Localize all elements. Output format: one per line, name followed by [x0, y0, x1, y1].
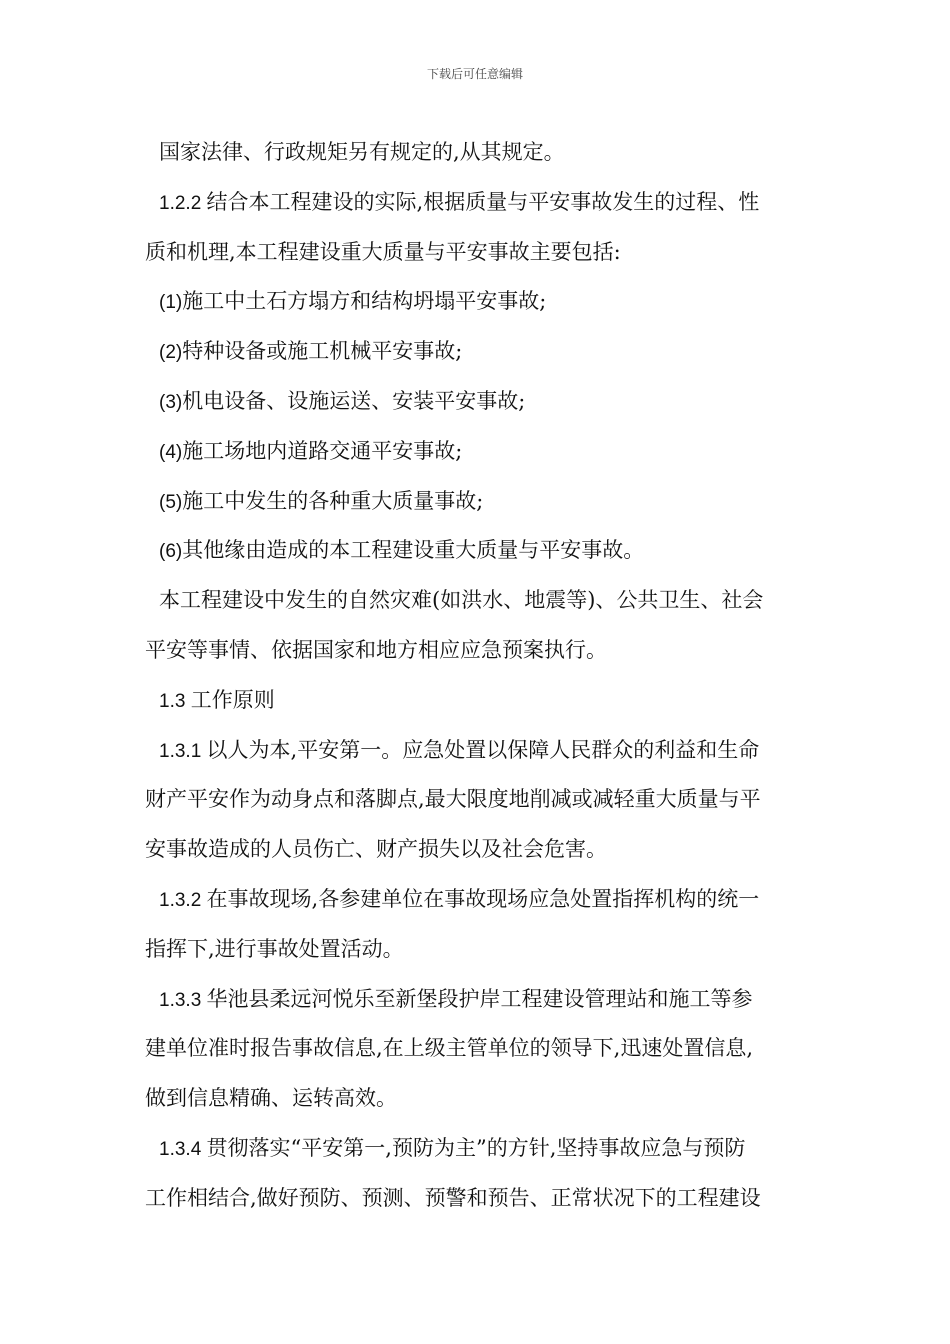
section-number: 1.3.4 — [159, 1138, 207, 1160]
text-line — [145, 377, 815, 427]
section-number: (3) — [159, 391, 183, 413]
document-body — [145, 128, 815, 1224]
text-line — [145, 676, 815, 726]
text-line — [145, 626, 815, 676]
section-number: (4) — [159, 441, 183, 463]
text-line — [145, 775, 815, 825]
text-line — [145, 1074, 815, 1124]
line-text: 安事故造成的人员伤亡、财产损失以及社会危害。 — [145, 837, 607, 862]
section-number: (5) — [159, 491, 183, 513]
line-text: 施工中土石方塌方和结构坍塌平安事故; — [182, 289, 547, 314]
section-number: 1.3.2 — [159, 889, 207, 911]
section-number: 1.2.2 — [159, 192, 207, 214]
section-number: 1.3 — [159, 690, 191, 712]
line-text: 建单位准时报告事故信息,在上级主管单位的领导下,迅速处置信息, — [145, 1036, 754, 1061]
text-line — [145, 1124, 815, 1174]
line-text: 机电设备、设施运送、安装平安事故; — [182, 388, 526, 413]
line-text: 华池县柔远河悦乐至新堡段护岸工程建设管理站和施工等参 — [206, 986, 753, 1011]
section-number: (2) — [159, 342, 183, 364]
text-line — [145, 1174, 815, 1224]
line-text: 施工场地内道路交通平安事故; — [182, 438, 463, 463]
text-line — [145, 327, 815, 377]
text-line — [145, 277, 815, 327]
text-line — [145, 427, 815, 477]
text-line — [145, 477, 815, 527]
line-text: 贯彻落实“平安第一,预防为主”的方针,坚持事故应急与预防 — [206, 1135, 746, 1160]
text-line — [145, 925, 815, 975]
line-text: 工作原则 — [190, 687, 275, 712]
line-text: 以人为本,平安第一。应急处置以保障人民群众的利益和生命 — [206, 737, 760, 762]
line-text: 施工中发生的各种重大质量事故; — [182, 488, 484, 513]
section-number: 1.3.1 — [159, 740, 207, 762]
text-line — [145, 1024, 815, 1074]
text-line — [145, 526, 815, 576]
section-number: 1.3.3 — [159, 989, 207, 1011]
text-line — [145, 726, 815, 776]
line-text: 做到信息精确、运转高效。 — [145, 1086, 397, 1111]
text-line — [145, 875, 815, 925]
page-header: 下载后可任意编辑 — [426, 67, 523, 81]
line-text: 结合本工程建设的实际,根据质量与平安事故发生的过程、性 — [206, 189, 760, 214]
line-text: 质和机理,本工程建设重大质量与平安事故主要包括: — [145, 239, 621, 264]
line-text: 在事故现场,各参建单位在事故现场应急处置指挥机构的统一 — [206, 886, 760, 911]
line-text: 财产平安作为动身点和落脚点,最大限度地削减或减轻重大质量与平 — [145, 787, 761, 812]
line-text: 特种设备或施工机械平安事故; — [182, 339, 463, 364]
line-text: 平安等事情、依据国家和地方相应应急预案执行。 — [145, 637, 607, 662]
text-line — [145, 128, 815, 178]
text-line — [145, 178, 815, 228]
section-number: (1) — [159, 292, 183, 314]
line-text: 工作相结合,做好预防、预测、预警和预告、正常状况下的工程建设 — [145, 1185, 761, 1210]
text-line — [145, 975, 815, 1025]
section-number: (6) — [159, 541, 183, 563]
line-text: 指挥下,进行事故处置活动。 — [145, 936, 404, 961]
text-line — [145, 825, 815, 875]
line-text: 国家法律、行政规矩另有规定的,从其规定。 — [159, 140, 565, 164]
text-line — [145, 228, 815, 278]
text-line — [145, 576, 815, 626]
line-text: 其他缘由造成的本工程建设重大质量与平安事故。 — [182, 538, 645, 563]
line-text: 本工程建设中发生的自然灾难(如洪水、地震等)、公共卫生、社会 — [159, 588, 764, 613]
